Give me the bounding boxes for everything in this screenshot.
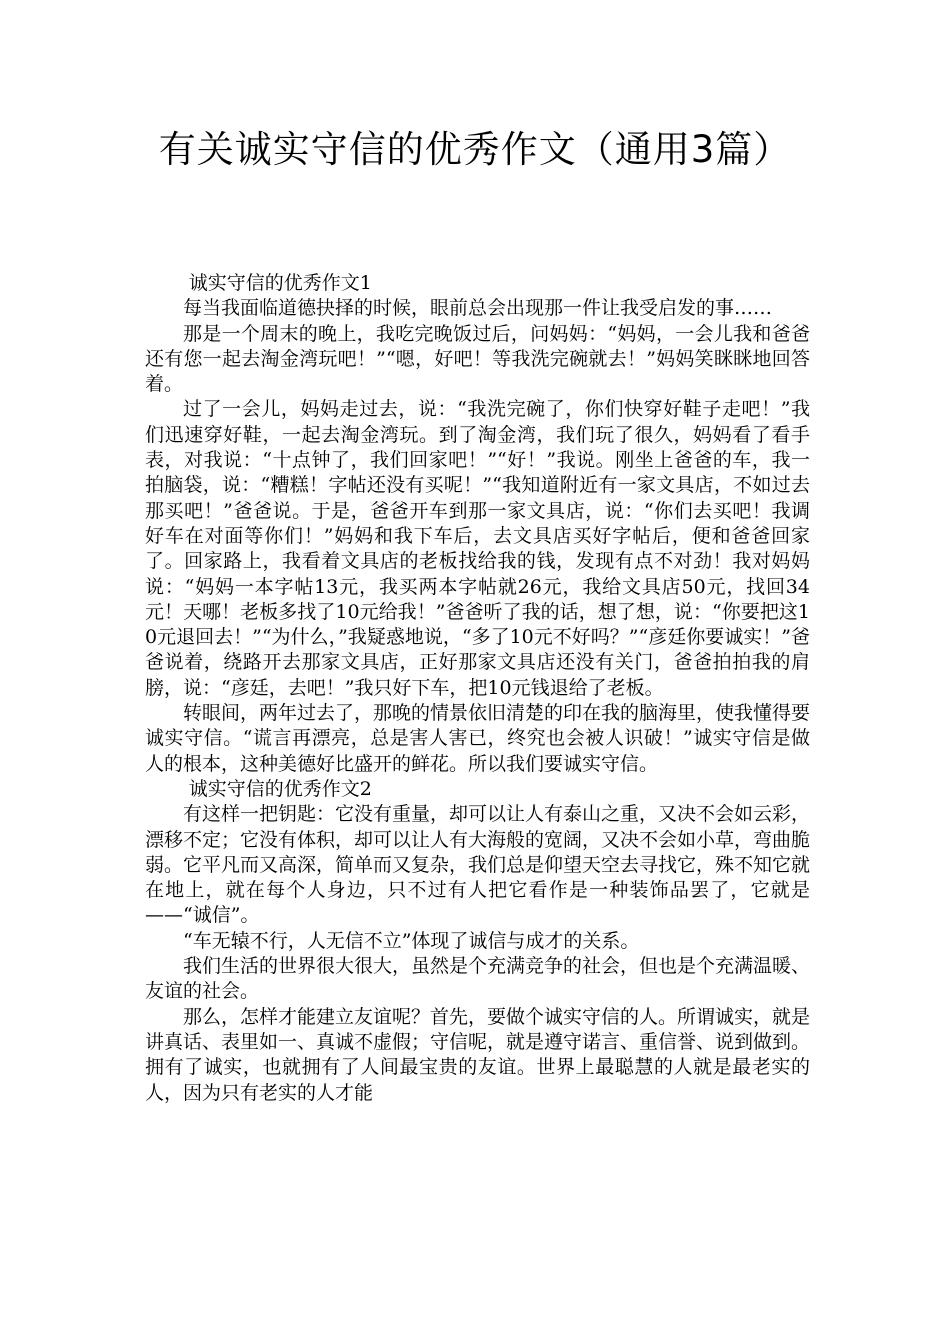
essay-2-heading: 诚实守信的优秀作文2 (188, 777, 372, 800)
document-body (145, 271, 810, 1106)
paragraph: 过了一会儿，妈妈走过去，说：“我洗完碗了，你们快穿好鞋子走吧！”我们迅速穿好鞋，一起去淘金湾玩。到了淘金湾，我们玩了很久，妈妈看了看手表，对我说：“十点钟了，我们回家吧！”“好！”我说。刚坐上爸爸的车，我一拍脑袋，说：“糟糕！字帖还没有买呢！”“我知道附近有一家文具店，不如过去那买吧！”爸爸说。于是，爸爸开车到那一家文具店，说：“你们去买吧！我调好车在对面等你们！”妈妈和我下车后，去文具店买好字帖后，便和爸爸回家了。回家路上，我看着文具店的老板找给我的钱，发现有点不对劲！我对妈妈说：“妈妈一本字帖13元，我买两本字帖就26元，我给文具店50元，找回34元！天哪！老板多找了10元给我！”爸爸听了我的话，想了想，说：“你要把这10元退回去！”“为什么，”我疑惑地说，“多了10元不好吗？”“彦廷你要诚实！”爸爸说着，绕路开去那家文具店，正好那家文具店还没有关门，爸爸拍拍我的肩膀，说：“彦廷，去吧！”我只好下车，把10元钱退给了老板。 (145, 398, 810, 699)
paragraph: 那是一个周末的晚上，我吃完晚饭过后，问妈妈：“妈妈，一会儿我和爸爸还有您一起去淘金湾玩吧！”“嗯，好吧！等我洗完碗就去！”妈妈笑眯眯地回答着。 (145, 322, 810, 396)
paragraph: 我们生活的世界很大很大，虽然是个充满竞争的社会，但也是个充满温暖、友谊的社会。 (145, 955, 811, 1003)
essay-1-heading: 诚实守信的优秀作文1 (188, 272, 372, 294)
document-title: 有关诚实守信的优秀作文（通用3篇） (158, 128, 792, 171)
paragraph: 转眼间，两年过去了，那晚的情景依旧清楚的印在我的脑海里，使我懂得要诚实守信。“谎言再漂亮，总是害人害已，终究也会被人识破！”诚实守信是做人的根本，这种美德好比盛开的鲜花。所以我们要诚实守信。 (145, 702, 811, 775)
paragraph: 每当我面临道德抉择的时候，眼前总会出现那一件让我受启发的事…… (183, 297, 773, 320)
paragraph: 有这样一把钥匙：它没有重量，却可以让人有泰山之重，又决不会如云彩，漂移不定；它没有体积，却可以让人有大海般的宽阔，又决不会如小草，弯曲脆弱。它平凡而又高深，简单而又复杂，我们总是仰望天空去寻找它，殊不知它就在地上，就在每个人身边，只不过有人把它看作是一种装饰品罢了，它就是——“诚信”。 (145, 803, 811, 927)
paragraph: 那么，怎样才能建立友谊呢？首先，要做个诚实守信的人。所谓诚实，就是讲真话、表里如一、真诚不虚假；守信呢，就是遵守诺言、重信誉、说到做到。拥有了诚实，也就拥有了人间最宝贵的友谊。世界上最聪慧的人就是最老实的人，因为只有老实的人才能 (145, 1005, 811, 1104)
paragraph: “车无辕不行，人无信不立”体现了诚信与成才的关系。 (183, 929, 640, 952)
